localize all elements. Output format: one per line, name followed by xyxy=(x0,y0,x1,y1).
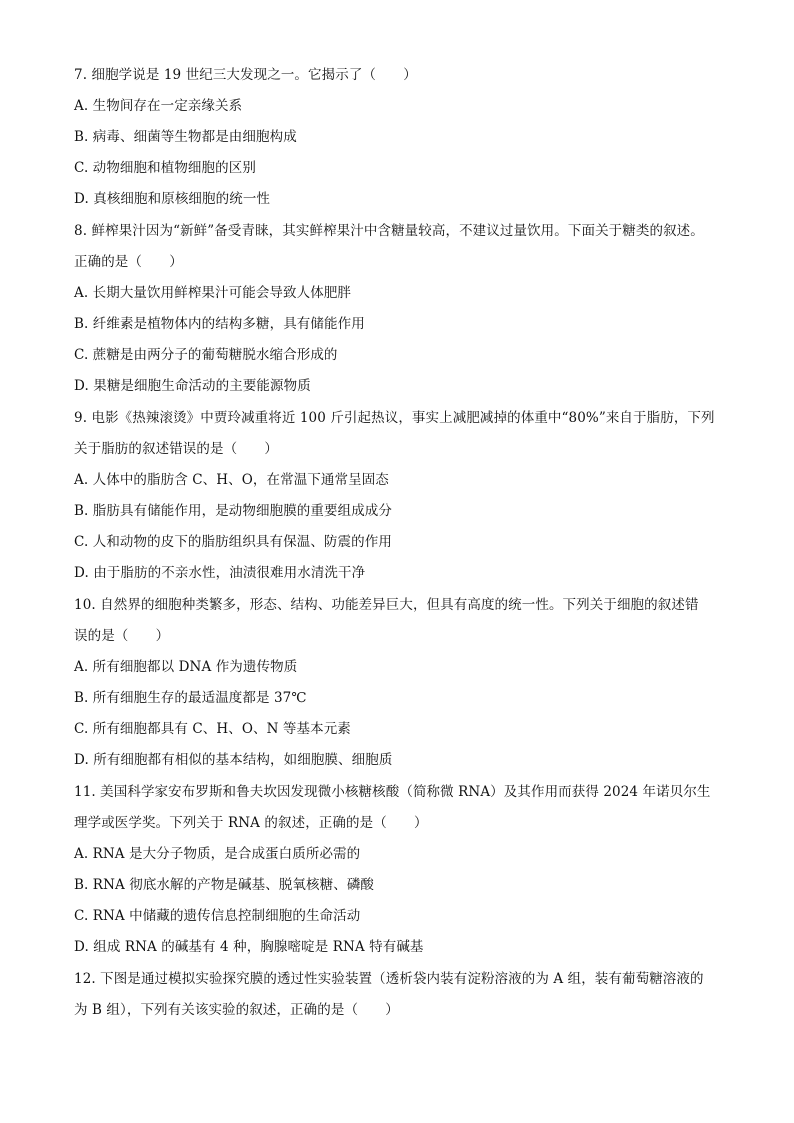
question-11-option-b: B. RNA 彻底水解的产物是碱基、脱氧核糖、磷酸 xyxy=(74,877,375,893)
question-7-stem: 7. 细胞学说是 19 世纪三大发现之一。它揭示了（ ） xyxy=(74,67,417,83)
question-10-option-a: A. 所有细胞都以 DNA 作为遗传物质 xyxy=(74,659,298,675)
question-9-option-d: D. 由于脂肪的不亲水性，油渍很难用水清洗干净 xyxy=(74,565,366,581)
question-7-option-d: D. 真核细胞和原核细胞的统一性 xyxy=(74,191,271,207)
question-9-stem-line-2: 关于脂肪的叙述错误的是（ ） xyxy=(74,441,278,457)
question-9-stem-line-1: 9. 电影《热辣滚烫》中贾玲减重将近 100 斤引起热议，事实上减肥减掉的体重中“80%”来自于脂肪，下列 xyxy=(74,410,715,426)
question-8-stem-line-1: 8. 鲜榨果汁因为“新鲜”备受青睐，其实鲜榨果汁中含糖量较高，不建议过量饮用。下面关于糖类的叙述。 xyxy=(74,223,704,239)
question-8-option-c: C. 蔗糖是由两分子的葡萄糖脱水缩合形成的 xyxy=(74,347,338,363)
question-8-option-b: B. 纤维素是植物体内的结构多糖，具有储能作用 xyxy=(74,316,365,332)
question-8-stem-line-2: 正确的是（ ） xyxy=(74,254,183,270)
question-8-option-a: A. 长期大量饮用鲜榨果汁可能会导致人体肥胖 xyxy=(74,285,352,301)
question-9-option-c: C. 人和动物的皮下的脂肪组织具有保温、防震的作用 xyxy=(74,534,392,550)
question-10-option-b: B. 所有细胞生存的最适温度都是 37℃ xyxy=(74,690,307,706)
question-9-option-a: A. 人体中的脂肪含 C、H、O，在常温下通常呈固态 xyxy=(74,472,389,488)
question-8-option-d: D. 果糖是细胞生命活动的主要能源物质 xyxy=(74,378,311,394)
question-7-option-a: A. 生物间存在一定亲缘关系 xyxy=(74,98,243,114)
question-11-stem-line-1: 11. 美国科学家安布罗斯和鲁夫坎因发现微小核糖核酸（简称微 RNA）及其作用而获得 2024 年诺贝尔生 xyxy=(74,784,711,800)
question-10-option-d: D. 所有细胞都有相似的基本结构，如细胞膜、细胞质 xyxy=(74,752,393,768)
question-7-option-c: C. 动物细胞和植物细胞的区别 xyxy=(74,160,256,176)
question-11-option-a: A. RNA 是大分子物质，是合成蛋白质所必需的 xyxy=(74,846,361,862)
question-11-stem-line-2: 理学或医学奖。下列关于 RNA 的叙述，正确的是（ ） xyxy=(74,815,428,831)
question-10-option-c: C. 所有细胞都具有 C、H、O、N 等基本元素 xyxy=(74,721,351,737)
question-11-option-d: D. 组成 RNA 的碱基有 4 种，胸腺嘧啶是 RNA 特有碱基 xyxy=(74,939,424,955)
question-12-stem-line-1: 12. 下图是通过模拟实验探究膜的透过性实验装置（透析袋内装有淀粉溶液的为 A 组，装有葡萄糖溶液的 xyxy=(74,971,704,987)
question-10-stem-line-1: 10. 自然界的细胞种类繁多，形态、结构、功能差异巨大，但具有高度的统一性。下列关于细胞的叙述错 xyxy=(74,597,699,613)
question-12-stem-line-2: 为 B 组），下列有关该实验的叙述，正确的是（ ） xyxy=(74,1002,399,1018)
question-10-stem-line-2: 误的是（ ） xyxy=(74,628,170,644)
question-11-option-c: C. RNA 中储藏的遗传信息控制细胞的生命活动 xyxy=(74,908,361,924)
question-7-option-b: B. 病毒、细菌等生物都是由细胞构成 xyxy=(74,129,297,145)
question-9-option-b: B. 脂肪具有储能作用，是动物细胞膜的重要组成成分 xyxy=(74,503,393,519)
